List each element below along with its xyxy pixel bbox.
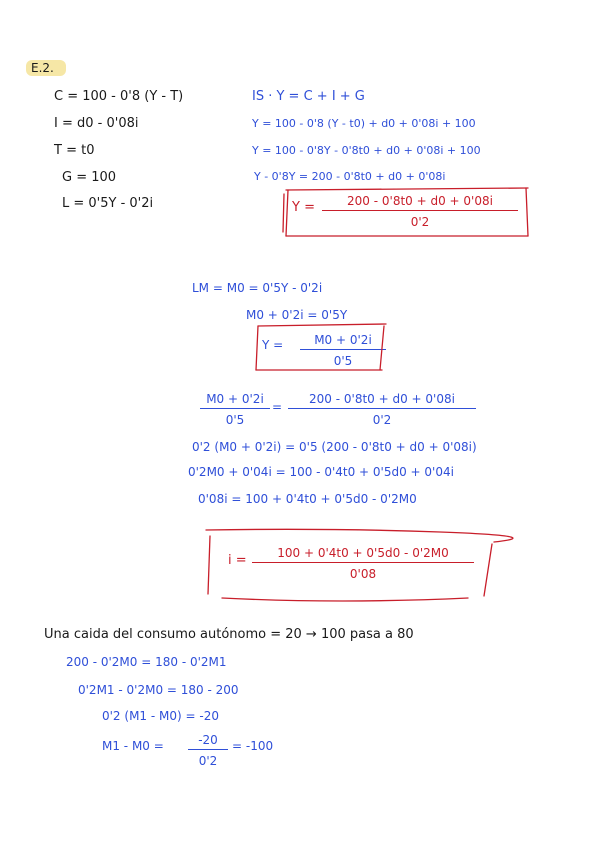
government-equation: G = 100 [62,170,117,185]
is-result-denominator: 0'2 [410,215,430,229]
i-result-denominator: 0'08 [349,567,377,581]
i-result-numerator: 100 + 0'4t0 + 0'5d0 - 0'2M0 [252,546,474,563]
lm-step-1: M0 + 0'2i = 0'5Y [246,308,348,322]
eq-step-1: 0'2 (M0 + 0'2i) = 0'5 (200 - 0'8t0 + d0 + 0'08i) [192,440,477,454]
tax-equation: T = t0 [54,143,95,158]
lm-result-denominator: 0'5 [333,354,353,368]
drop-result-rhs: = -100 [232,739,274,753]
i-result-fraction [252,546,474,581]
eq-rhs-fraction [288,392,476,427]
drop-result-fraction [188,733,228,768]
drop-step-1: 200 - 0'2M0 = 180 - 0'2M1 [66,655,227,669]
eq-lhs-denominator: 0'5 [225,413,245,427]
i-result-lhs: i = [228,553,247,568]
drop-result-denominator: 0'2 [198,754,218,768]
eq-step-3: 0'08i = 100 + 0'4t0 + 0'5d0 - 0'2M0 [198,492,417,506]
eq-equals: = [272,400,283,414]
lm-result-numerator: M0 + 0'2i [300,333,386,350]
consumption-equation: C = 100 - 0'8 (Y - T) [54,89,184,104]
is-result-fraction [322,194,518,229]
investment-equation: I = d0 - 0'08i [54,116,139,131]
is-title: IS · Y = C + I + G [252,89,365,104]
eq-lhs-fraction [200,392,270,427]
drop-result-numerator: -20 [188,733,228,750]
eq-rhs-denominator: 0'2 [372,413,392,427]
is-result-lhs: Y = [292,200,315,215]
exercise-title: E.2. [31,61,54,75]
drop-step-3: 0'2 (M1 - M0) = -20 [102,709,219,723]
eq-rhs-numerator: 200 - 0'8t0 + d0 + 0'08i [288,392,476,409]
eq-step-2: 0'2M0 + 0'04i = 100 - 0'4t0 + 0'5d0 + 0'04i [188,465,454,479]
is-step-1: Y = 100 - 0'8 (Y - t0) + d0 + 0'08i + 100 [252,117,476,130]
lm-title: LM = M0 = 0'5Y - 0'2i [192,281,323,295]
drop-result-lhs: M1 - M0 = [102,739,164,753]
is-result-numerator: 200 - 0'8t0 + d0 + 0'08i [322,194,518,211]
drop-step-2: 0'2M1 - 0'2M0 = 180 - 200 [78,683,239,697]
is-step-2: Y = 100 - 0'8Y - 0'8t0 + d0 + 0'08i + 100 [252,144,481,157]
eq-lhs-numerator: M0 + 0'2i [200,392,270,409]
drop-heading: Una caida del consumo autónomo = 20 → 100 pasa a 80 [44,627,414,642]
lm-result-lhs: Y = [262,338,284,352]
lm-result-fraction [300,333,386,368]
money-demand-equation: L = 0'5Y - 0'2i [62,196,154,211]
is-step-3: Y - 0'8Y = 200 - 0'8t0 + d0 + 0'08i [254,170,446,183]
